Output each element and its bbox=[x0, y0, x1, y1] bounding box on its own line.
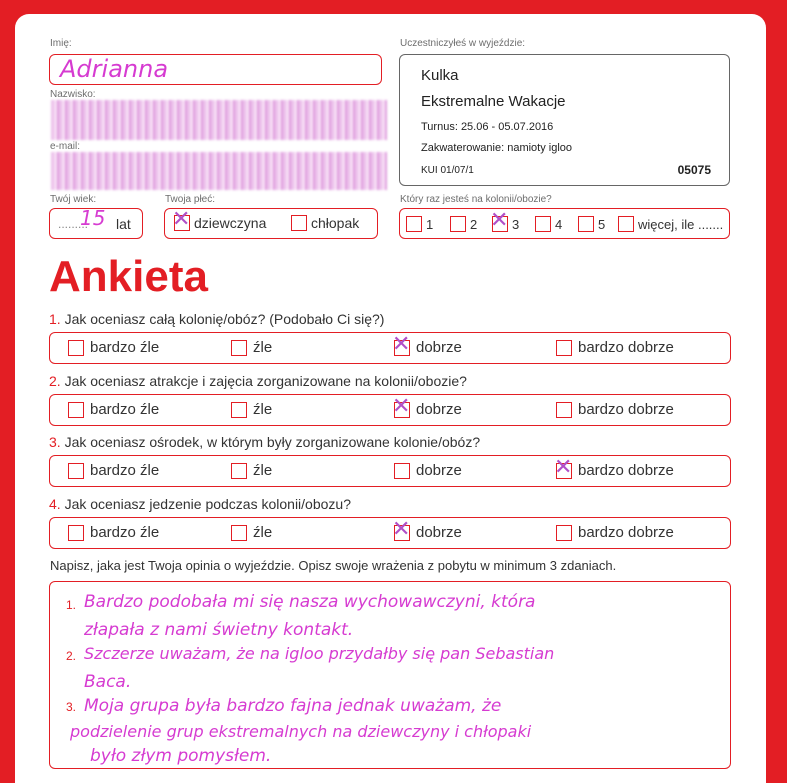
q2-option-good[interactable]: ✕ dobrze bbox=[394, 401, 462, 418]
checkbox[interactable] bbox=[68, 463, 84, 479]
email-label: e-mail: bbox=[50, 141, 81, 152]
checkbox[interactable] bbox=[394, 402, 410, 418]
age-field[interactable] bbox=[49, 208, 143, 239]
times-option-3[interactable]: ✕ 3 bbox=[492, 216, 519, 232]
essay-num-2: 2. bbox=[66, 649, 77, 663]
surname-label: Nazwisko: bbox=[50, 89, 96, 100]
times-option-1[interactable]: 1 bbox=[406, 216, 433, 232]
checkbox-3[interactable] bbox=[492, 216, 508, 232]
checkbox[interactable] bbox=[231, 525, 247, 541]
trip-info-box bbox=[399, 54, 730, 186]
essay-line-1a: Bardzo podobała mi się nasza wychowawczyni, która bbox=[84, 592, 536, 612]
survey-sheet bbox=[15, 14, 766, 783]
checkbox[interactable] bbox=[556, 525, 572, 541]
checkbox[interactable] bbox=[68, 525, 84, 541]
question-2: 2. Jak oceniasz atrakcje i zajęcia zorganizowane na kolonii/obozie? bbox=[49, 373, 467, 389]
essay-line-2b: Baca. bbox=[84, 672, 132, 692]
question-3: 3. Jak oceniasz ośrodek, w którym były zorganizowane kolonie/obóz? bbox=[49, 434, 481, 450]
trip-label: Uczestniczyłeś w wyjeździe: bbox=[400, 38, 526, 49]
trip-accommodation: Zakwaterowanie: namioty igloo bbox=[421, 142, 573, 154]
question-1: 1. Jak oceniasz całą kolonię/obóz? (Podobało Ci się?) bbox=[49, 311, 385, 327]
q4-option-good[interactable]: ✕ dobrze bbox=[394, 524, 462, 541]
checkbox[interactable] bbox=[231, 340, 247, 356]
checkbox-more[interactable] bbox=[618, 216, 634, 232]
trip-company: Kulka bbox=[421, 67, 459, 84]
q2-option-very-bad[interactable]: bardzo źle bbox=[68, 401, 159, 418]
checkbox[interactable] bbox=[556, 402, 572, 418]
essay-field[interactable] bbox=[49, 581, 731, 769]
age-label: Twój wiek: bbox=[50, 194, 97, 205]
name-label: Imię: bbox=[50, 38, 72, 49]
answer-row-2 bbox=[49, 394, 731, 426]
q3-option-very-bad[interactable]: bardzo źle bbox=[68, 462, 159, 479]
sex-field bbox=[164, 208, 378, 239]
sex-option-male[interactable]: chłopak bbox=[291, 215, 359, 231]
times-option-more[interactable]: więcej, ile ....... bbox=[618, 216, 723, 232]
checkbox[interactable] bbox=[394, 340, 410, 356]
name-field[interactable] bbox=[49, 54, 382, 85]
q3-option-bad[interactable]: źle bbox=[231, 462, 272, 479]
checkbox-2[interactable] bbox=[450, 216, 466, 232]
essay-prompt: Napisz, jaka jest Twoja opinia o wyjeździe. Opisz swoje wrażenia z pobytu w minimum 3 zdaniach. bbox=[50, 558, 617, 573]
times-label: Który raz jesteś na kolonii/obozie? bbox=[400, 194, 552, 205]
answer-row-1 bbox=[49, 332, 731, 364]
times-option-2[interactable]: 2 bbox=[450, 216, 477, 232]
q1-option-bad[interactable]: źle bbox=[231, 339, 272, 356]
checkbox[interactable] bbox=[556, 340, 572, 356]
q4-option-very-good[interactable]: bardzo dobrze bbox=[556, 524, 674, 541]
q4-option-bad[interactable]: źle bbox=[231, 524, 272, 541]
answer-row-3 bbox=[49, 455, 731, 487]
age-value: 15 bbox=[80, 206, 106, 230]
trip-code: KUI 01/07/1 bbox=[421, 165, 474, 176]
checkbox[interactable] bbox=[394, 463, 410, 479]
essay-num-3: 3. bbox=[66, 700, 77, 714]
times-field bbox=[399, 208, 730, 239]
times-option-5[interactable]: 5 bbox=[578, 216, 605, 232]
q1-option-very-bad[interactable]: bardzo źle bbox=[68, 339, 159, 356]
checkbox[interactable] bbox=[556, 463, 572, 479]
checkbox-4[interactable] bbox=[535, 216, 551, 232]
essay-line-2a: Szczerze uważam, że na igloo przydałby się pan Sebastian bbox=[84, 644, 555, 663]
name-value: Adrianna bbox=[60, 55, 169, 83]
q1-option-good[interactable]: ✕ dobrze bbox=[394, 339, 462, 356]
essay-line-3b: podzielenie grup ekstremalnych na dziewczyny i chłopaki bbox=[70, 722, 532, 741]
q2-option-very-good[interactable]: bardzo dobrze bbox=[556, 401, 674, 418]
checkbox-1[interactable] bbox=[406, 216, 422, 232]
essay-num-1: 1. bbox=[66, 598, 77, 612]
essay-line-3c: było złym pomysłem. bbox=[90, 746, 272, 766]
checkbox-female[interactable] bbox=[174, 215, 190, 231]
checkbox[interactable] bbox=[68, 402, 84, 418]
essay-line-1b: złapała z nami świetny kontakt. bbox=[84, 620, 354, 640]
survey-title: Ankieta bbox=[49, 252, 208, 301]
q3-option-good[interactable]: dobrze bbox=[394, 462, 462, 479]
question-4: 4. Jak oceniasz jedzenie podczas kolonii/obozu? bbox=[49, 496, 351, 512]
sex-option-female[interactable]: ✕ dziewczyna bbox=[174, 215, 266, 231]
q3-option-very-good[interactable]: ✕ bardzo dobrze bbox=[556, 462, 674, 479]
answer-row-4 bbox=[49, 517, 731, 549]
age-dots: ......... bbox=[58, 217, 89, 231]
age-suffix: lat bbox=[116, 216, 131, 232]
checkbox-5[interactable] bbox=[578, 216, 594, 232]
times-option-4[interactable]: 4 bbox=[535, 216, 562, 232]
surname-redacted bbox=[51, 100, 387, 140]
checkbox[interactable] bbox=[231, 402, 247, 418]
checkbox[interactable] bbox=[68, 340, 84, 356]
q4-option-very-bad[interactable]: bardzo źle bbox=[68, 524, 159, 541]
q2-option-bad[interactable]: źle bbox=[231, 401, 272, 418]
checkbox[interactable] bbox=[231, 463, 247, 479]
checkbox-male[interactable] bbox=[291, 215, 307, 231]
sex-label: Twoja płeć: bbox=[165, 194, 216, 205]
checkbox[interactable] bbox=[394, 525, 410, 541]
email-redacted bbox=[51, 152, 387, 190]
trip-number: 05075 bbox=[677, 163, 711, 177]
trip-turnus: Turnus: 25.06 - 05.07.2016 bbox=[421, 121, 554, 133]
trip-title: Ekstremalne Wakacje bbox=[421, 93, 566, 110]
essay-line-3a: Moja grupa była bardzo fajna jednak uważam, że bbox=[84, 696, 502, 716]
q1-option-very-good[interactable]: bardzo dobrze bbox=[556, 339, 674, 356]
